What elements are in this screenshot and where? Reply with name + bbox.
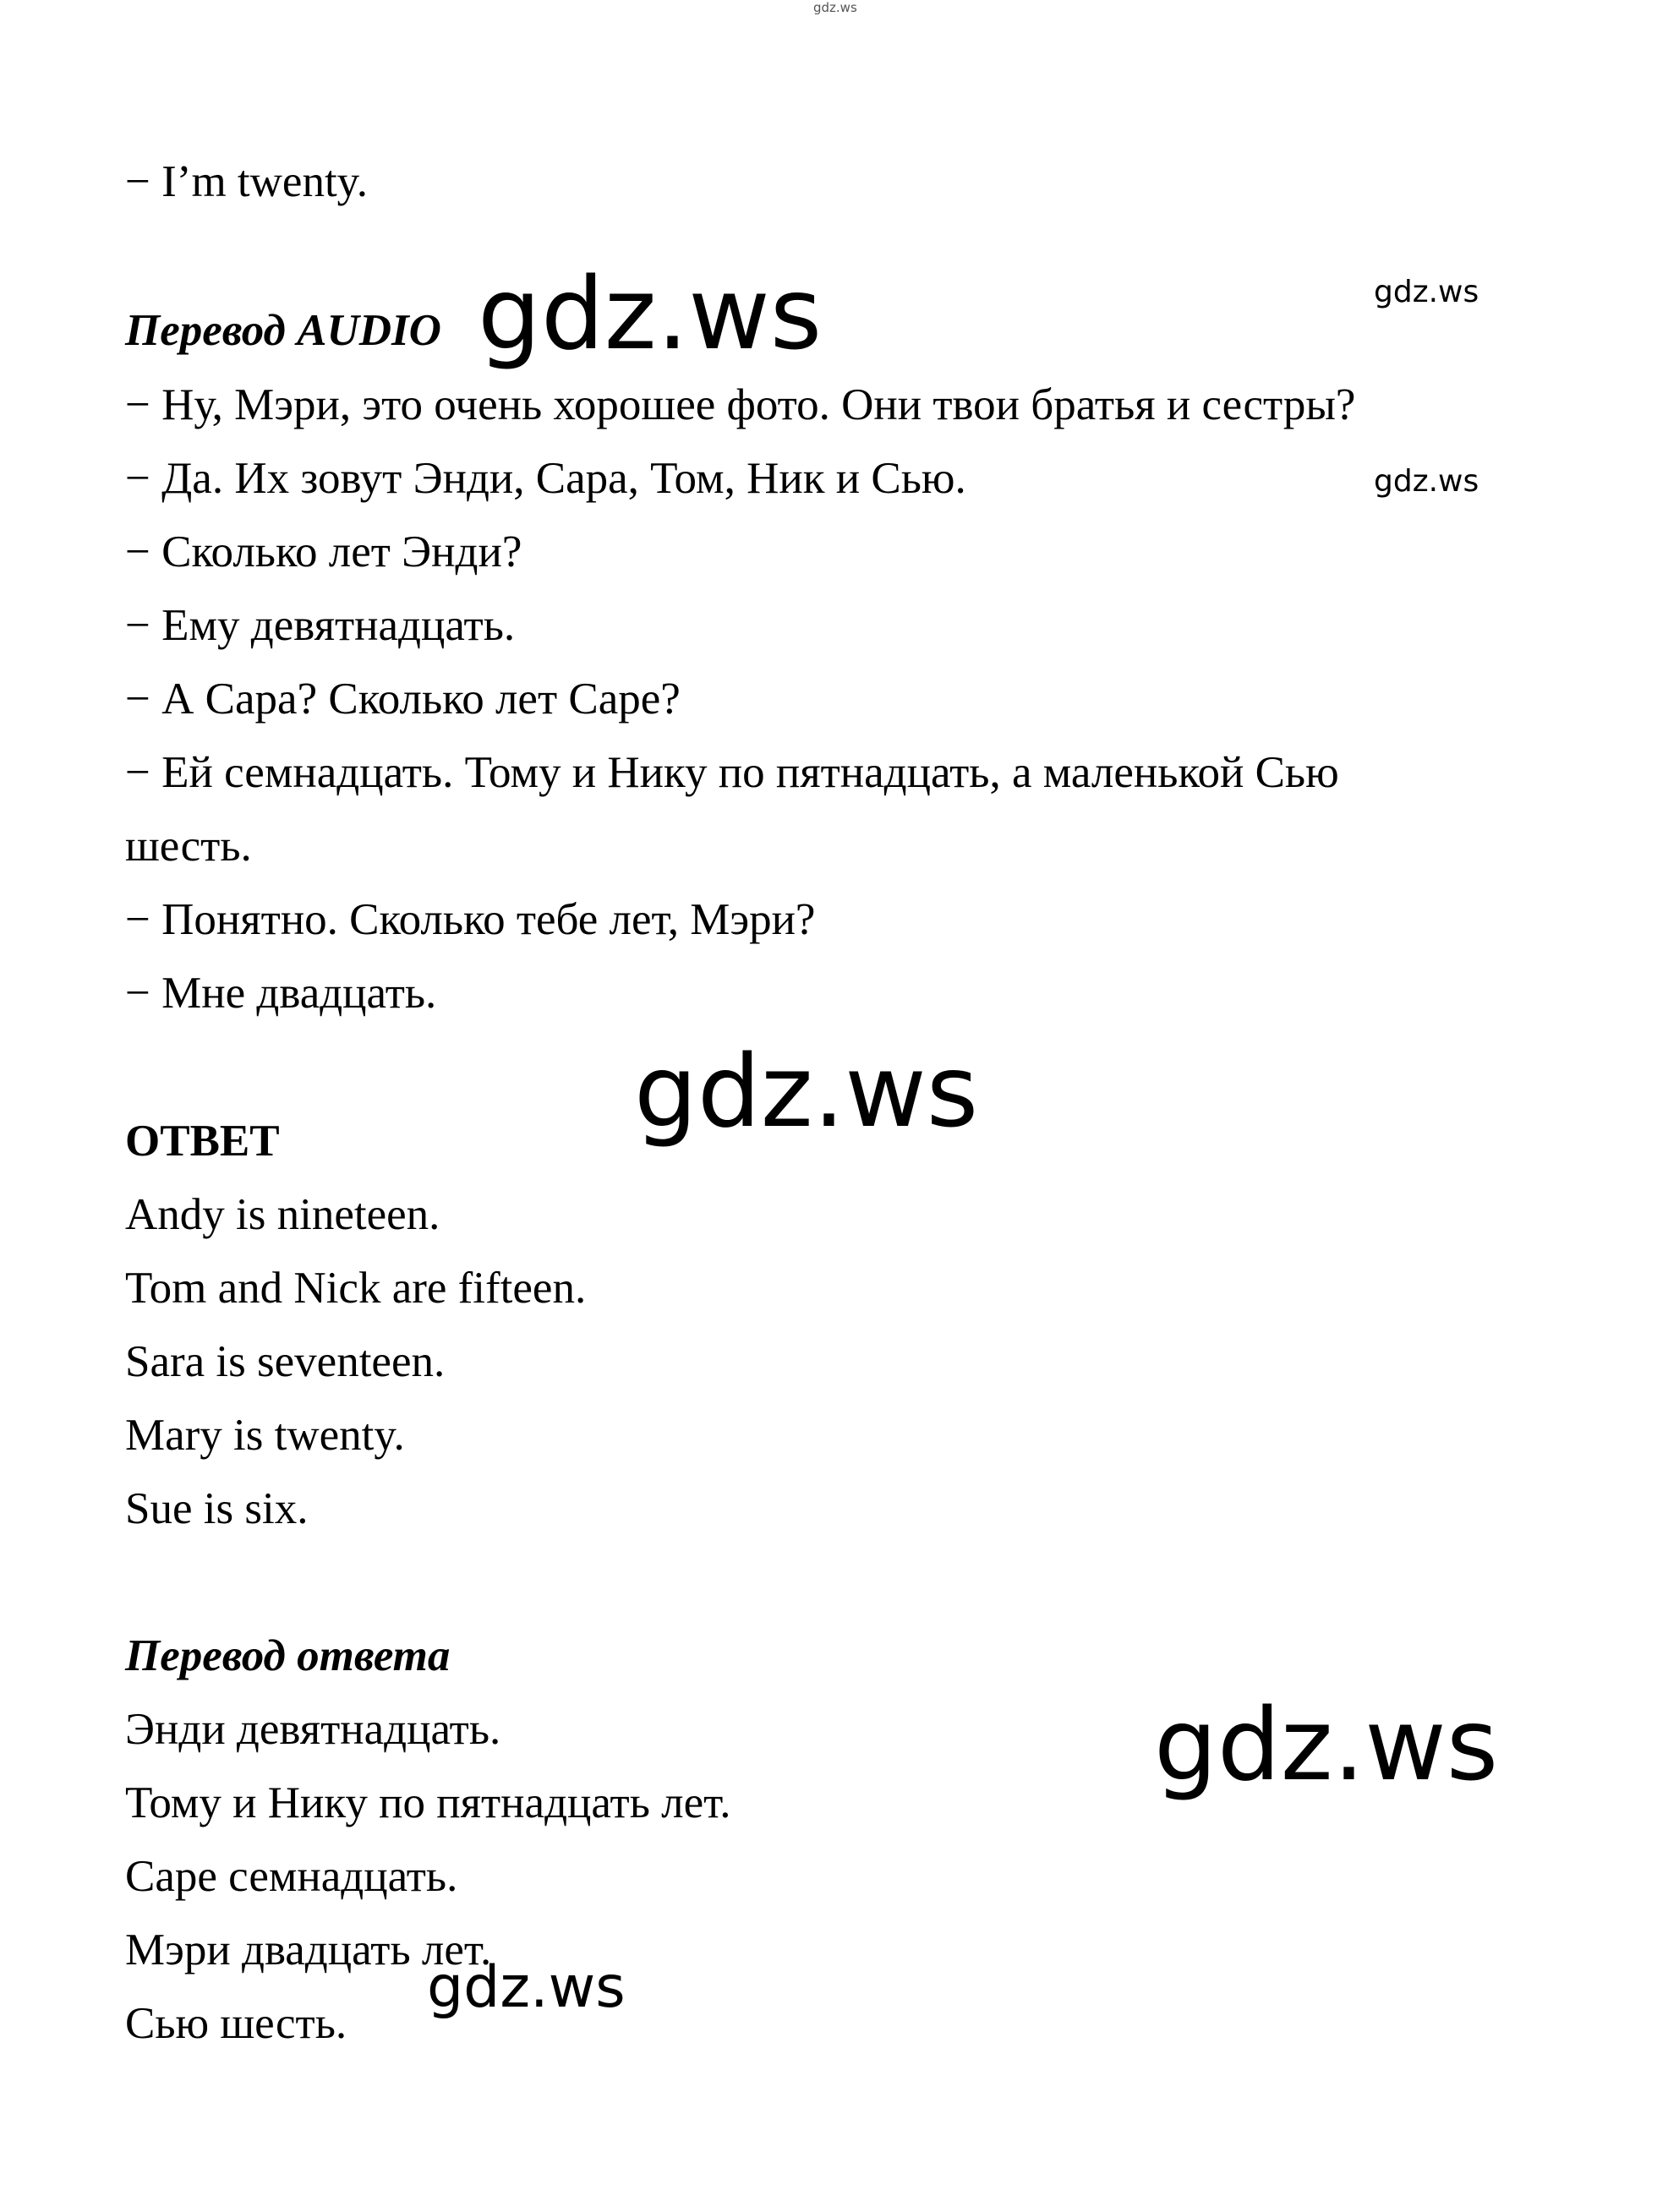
watermark-large: gdz.ws [1154, 1686, 1499, 1803]
answer-translation-line: Саре семнадцать. [125, 1852, 458, 1901]
answer-line: Sue is six. [125, 1484, 309, 1533]
watermark-small: gdz.ws [1374, 275, 1479, 309]
audio-translation-line: − Сколько лет Энди? [125, 527, 522, 576]
audio-translation-line: − Мне двадцать. [125, 969, 437, 1018]
answer-translation-heading: Перевод ответа [125, 1631, 451, 1680]
audio-translation-line: − Ей семнадцать. Тому и Нику по пятнадцать, а маленькой Сью [125, 748, 1339, 797]
audio-translation-line: шесть. [125, 822, 252, 871]
audio-translation-line: − Ну, Мэри, это очень хорошее фото. Они твои братья и сестры? [125, 380, 1356, 429]
watermark-top: gdz.ws [813, 0, 857, 15]
dialogue-line: − I’m twenty. [125, 157, 368, 206]
answer-heading: ОТВЕТ [125, 1117, 280, 1166]
answer-translation-line: Сью шесть. [125, 1999, 347, 2048]
audio-translation-line: − Понятно. Сколько тебе лет, Мэри? [125, 895, 816, 944]
watermark-large: gdz.ws [634, 1033, 979, 1150]
audio-translation-heading: Перевод AUDIO [125, 306, 441, 355]
watermark-medium: gdz.ws [427, 1954, 626, 2021]
answer-translation-line: Мэри двадцать лет. [125, 1925, 492, 1974]
answer-translation-line: Тому и Нику по пятнадцать лет. [125, 1778, 731, 1827]
answer-translation-line: Энди девятнадцать. [125, 1705, 501, 1754]
audio-translation-line: − А Сара? Сколько лет Саре? [125, 675, 681, 724]
audio-translation-line: − Да. Их зовут Энди, Сара, Том, Ник и Сью. [125, 454, 966, 503]
answer-line: Andy is nineteen. [125, 1190, 440, 1239]
answer-line: Mary is twenty. [125, 1411, 405, 1460]
answer-line: Tom and Nick are fifteen. [125, 1264, 587, 1313]
watermark-large: gdz.ws [478, 255, 823, 372]
audio-translation-line: − Ему девятнадцать. [125, 601, 516, 650]
watermark-small: gdz.ws [1374, 464, 1479, 499]
answer-line: Sara is seventeen. [125, 1337, 446, 1386]
